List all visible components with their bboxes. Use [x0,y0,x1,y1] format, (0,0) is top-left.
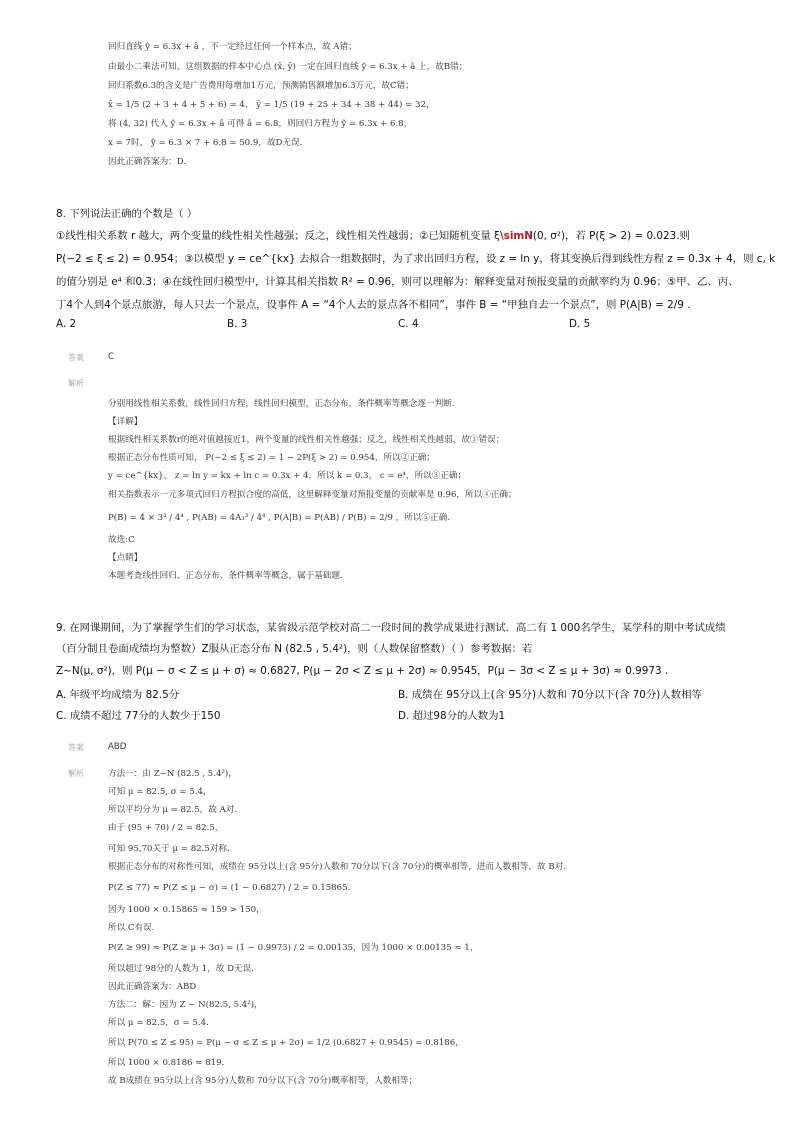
answer-value: C [108,352,115,362]
analysis-line: P(Z ≥ 99) ≈ P(Z ≥ μ + 3σ) = (1 − 0.9973) / 2 = 0.00135，因为 1000 × 0.00135 ≈ 1， [108,943,479,953]
analysis-line: 所以超过 98分的人数为 1，故 D无误. [108,964,254,974]
question-line-text: (0, σ²)，若 P(ξ > 2) = 0.023.则 [532,230,690,242]
option-d[interactable]: D. 超过98分的人数为1 [398,710,506,722]
analysis-line: 因为 1000 × 0.15865 ≈ 159 > 150， [108,905,265,915]
analysis-line: 方法一：由 Z~N (82.5 , 5.4²)， [108,769,237,779]
question-line-text: ①线性相关系数 r 越大，两个变量的线性相关性越强；反之，线性相关性越弱；②已知随机变量 ξ [56,230,500,242]
analysis-line: P(Z ≤ 77) ≈ P(Z ≤ μ − σ) = (1 − 0.6827) / 2 = 0.15865. [108,883,351,893]
analysis-line: 分别用线性相关系数，线性回归方程，线性回归模型，正态分布，条件概率等概念逐一判断. [108,399,455,409]
option-b[interactable]: B. 成绩在 95分以上(含 95分)人数和 70分以下(含 70分)人数相等 [398,689,702,701]
analysis-line: 根据正态分布性质可知， P(−2 ≤ ξ ≤ 2) = 1 − 2P(ξ > 2) = 0.954，所以②正确； [108,453,435,463]
answer-label: 答案 [68,353,84,362]
analysis-line: 因此正确答案为：ABD [108,982,197,992]
option-a[interactable]: A. 年级平均成绩为 82.5分 [56,689,180,701]
analysis-line: 所以平均分为 μ = 82.5，故 A对. [108,805,238,815]
analysis-line: 故 B成绩在 95分以上(含 95分)人数和 70分以下(含 70分)概率相等，人数相等； [108,1076,418,1086]
analysis-line: 相关指数表示一元多项式回归方程拟合度的高低，这里解释变量对预报变量的贡献率是 0.96，所以④正确； [108,490,517,500]
solution-line: x̄ = 1/5 (2 + 3 + 4 + 5 + 6) = 4， ȳ = 1/5 (19 + 25 + 34 + 38 + 44) = 32， [108,100,435,110]
analysis-line: 所以 C有误. [108,923,155,933]
option-a[interactable]: A. 2 [56,318,77,330]
solution-line: x = 7时， ŷ = 6.3 × 7 + 6.8 = 50.9，故D无误. [108,138,303,148]
question-line: （百分制且卷面成绩均为整数）Z服从正态分布 N (82.5 , 5.4²)，则（人数保留整数）（ ）参考数据：若 [56,643,533,655]
option-d[interactable]: D. 5 [569,318,591,330]
question-line [56,230,690,242]
analysis-line: P(B) = 4 × 3³ / 4⁴ , P(AB) = 4A₃³ / 4⁴ , P(A|B) = P(AB) / P(B) = 2/9 ，所以⑤正确. [108,513,450,523]
analysis-line: 根据线性相关系数r的绝对值越接近1，两个变量的线性相关性越强；反之，线性相关性越弱，故①错误； [108,435,505,445]
analysis-line: 可知 95,70关于 μ = 82.5对称. [108,844,230,854]
question-line: Z~N(μ, σ²)，则 P(μ − σ < Z ≤ μ + σ) ≈ 0.6827, P(μ − 2σ < Z ≤ μ + 2σ) ≈ 0.9545，P(μ − 3σ < Z ≤ μ + 3σ) ≈ 0.9973 . [56,665,669,677]
solution-line: 因此正确答案为：D. [108,157,187,167]
analysis-line: 【详解】 [108,417,143,427]
question-line: 的值分别是 e⁴ 和0.3；④在线性回归模型中，计算其相关指数 R² = 0.96，则可以理解为：解释变量对预报变量的贡献率约为 0.96；⑤甲、乙、丙、 [56,276,739,288]
analysis-line: 方法二：解：因为 Z ~ N(82.5, 5.4²)， [108,1000,263,1010]
solution-line: 回归系数6.3的含义是广告费用每增加1万元，预测销售额增加6.3万元，故C错； [108,81,414,91]
solution-line: 将 (4, 32) 代入 ŷ = 6.3x + â 可得 â = 6.8，则回归方程为 ŷ = 6.3x + 6.8， [108,119,413,129]
analysis-line: 可知 μ = 82.5, σ = 5.4， [108,787,212,797]
analysis-line: y = ce^{kx}， z = ln y = kx + ln c = 0.3x + 4，所以 k = 0.3， c = e⁴，所以③正确； [108,471,467,481]
answer-label: 答案 [68,743,84,752]
option-c[interactable]: C. 4 [398,318,419,330]
analysis-label: 解析 [68,379,84,388]
analysis-line: 根据正态分布的对称性可知，成绩在 95分以上(含 95分)人数和 70分以下(含 70分)的概率相等，进而人数相等，故 B对. [108,862,566,872]
question-line: 丁4个人到4个景点旅游，每人只去一个景点，设事件 A = “4个人去的景点各不相同”，事件 B = “甲独自去一个景点”，则 P(A|B) = 2/9 . [56,299,691,311]
answer-value: ABD [108,742,127,752]
red-notation: \simN [499,230,533,242]
analysis-line: 所以 P(70 ≤ Z ≤ 95) = P(μ − σ ≤ Z ≤ μ + 2σ) = 1/2 (0.6827 + 0.9545) = 0.8186， [108,1038,464,1048]
question-line: 9. 在网课期间，为了掌握学生们的学习状态，某省级示范学校对高二一段时间的教学成果进行测试．高二有 1 000名学生，某学科的期中考试成绩 [56,622,726,634]
solution-line: 回归直线 ŷ = 6.3x + â ，不一定经过任何一个样本点，故 A错； [108,42,357,52]
analysis-line: 所以 μ = 82.5，σ = 5.4. [108,1018,209,1028]
question-stem: 8. 下列说法正确的个数是（ ） [56,208,198,220]
question-line: P(−2 ≤ ξ ≤ 2) = 0.954；③以模型 y = ce^{kx} 去拟合一组数据时，为了求出回归方程，设 z = ln y，将其变换后得到线性方程 z = 0.3x + 4，则 c, k [56,253,776,265]
analysis-line: 本题考查线性回归、正态分布、条件概率等概念，属于基础题. [108,571,343,581]
analysis-line: 【点睛】 [108,553,143,563]
solution-line: 由最小二乘法可知，这组数据的样本中心点 (x̄, ȳ) 一定在回归直线 ŷ = 6.3x + â 上，故B错； [108,62,468,72]
analysis-line: 所以 1000 × 0.8186 ≈ 819. [108,1058,225,1068]
analysis-label: 解析 [68,769,84,778]
analysis-line: 故选:C [108,535,135,545]
option-c[interactable]: C. 成绩不超过 77分的人数少于150 [56,710,221,722]
analysis-line: 由于 (95 + 70) / 2 = 82.5， [108,823,224,833]
option-b[interactable]: B. 3 [227,318,248,330]
